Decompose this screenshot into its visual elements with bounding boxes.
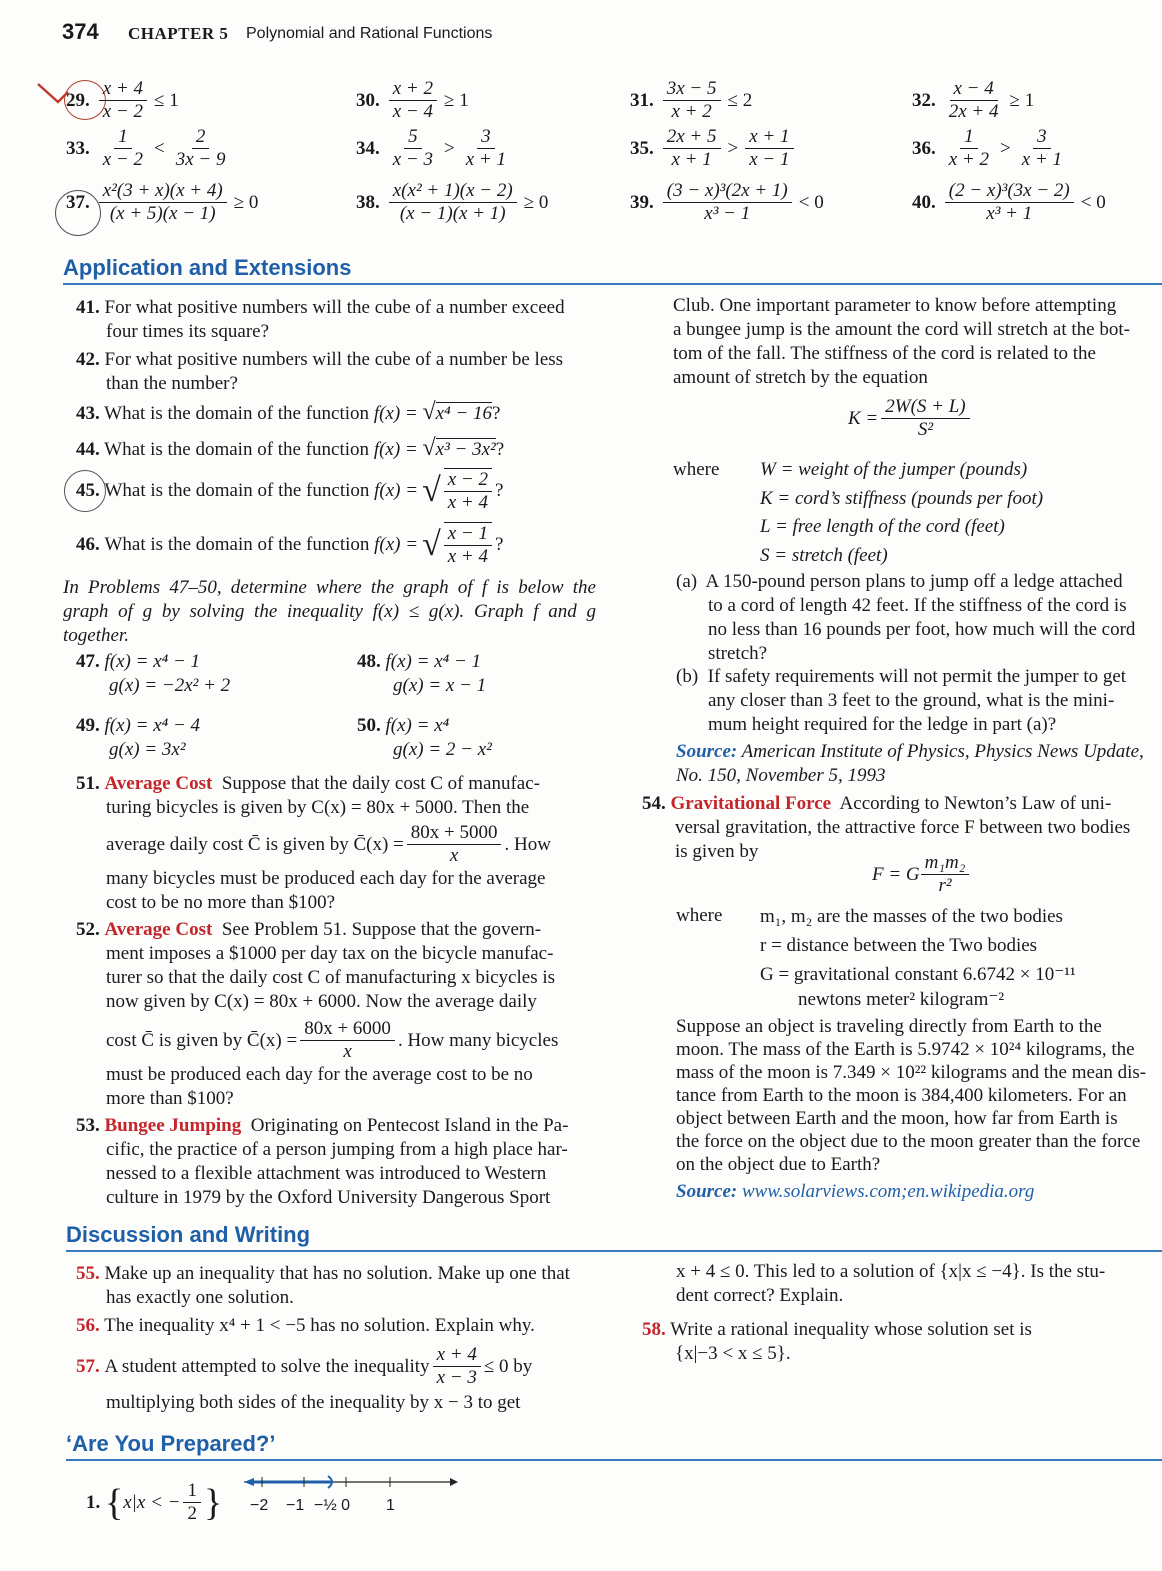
problem-35: 35. $\frac{2x + 5}{x + 1}$ > $\frac{x + 1}{x - 1}$ <box>630 126 797 171</box>
source-citation-1: Source: American Institute of Physics, Physics News Update, No. 150, November 5, 1993 <box>676 741 1144 786</box>
problem-49: 49. f(x) = x⁴ − 4 g(x) = 3x² <box>76 715 201 760</box>
variable-definitions-1: W = weight of the jumper (pounds) K = cord’s stiffness (pounds per foot) L = free length of the cord (feet) S = stretch (feet) <box>760 459 1044 566</box>
problem-32: 32. $\frac{x - 4}{2x + 4}$ ≥ 1 <box>912 78 1035 122</box>
chapter-title: Polynomial and Rational Functions <box>246 25 493 42</box>
page-number: 374 <box>62 19 99 44</box>
problem-43: 43. What is the domain of the function f(x) = √x⁴ − 16? <box>76 399 501 425</box>
chapter-label: CHAPTER 5 <box>128 24 229 43</box>
tick-label: 1 <box>386 1497 395 1514</box>
problem-44: 44. What is the domain of the function f(x) = √x³ − 3x²? <box>76 435 505 461</box>
prepared-answer-1: 1. { x|x < − $\frac{1}{2}$ } <box>86 1480 223 1524</box>
problem-55: 55. Make up an inequality that has no solution. Make up one that has exactly one solution. <box>76 1263 570 1308</box>
section-rule <box>66 1459 1162 1461</box>
problem-57-continued: x + 4 ≤ 0. This led to a solution of {x|x ≤ −4}. Is the stu- dent correct? Explain. <box>676 1261 1106 1306</box>
problem-40: 40. $\frac{\text{(2 − x)³(3x − 2)}}{\text{x³ + 1}}$ < 0 <box>912 180 1106 224</box>
equation-gravitation: F = G $\frac{\text{m₁m₂}}{\text{r²}}$ <box>872 852 972 897</box>
problem-37: 37. $\frac{\text{x²(3 + x)(x + 4)}}{(x + 5)(x - 1)}$ ≥ 0 <box>66 180 259 224</box>
problem-42: 42. For what positive numbers will the cube of a number be less than the number? <box>76 349 564 394</box>
problem-46: 46. What is the domain of the function f(x) = √ $\frac{x - 1}{x + 4}$ ? <box>76 523 504 567</box>
problem-53: 53. Bungee Jumping Originating on Pentecost Island in the Pa- cific, the practice of a person jumping from a high place har- nessed to a flexible attachment was introduced to Western culture in 1979 by the Oxford University Dangerous Sport <box>76 1115 569 1208</box>
part-a: (a) A 150-pound person plans to jump off a ledge attached to a cord of length 42 feet. If the stiffness of the cord is no less than 16 pounds per foot, how much will the cord stretch? <box>676 571 1136 664</box>
tick-label: −½ 0 <box>314 1497 351 1514</box>
where-label-1: where <box>673 459 720 480</box>
part-b: (b) If safety requirements will not permit the jumper to get any closer than 3 feet to the ground, what is the mini- mum height required for the ledge in part (a)? <box>676 666 1127 735</box>
problem-53-continued: Club. One important parameter to know before attempting a bungee jump is the amount the cord will stretch at the bot- tom of the fall. The stiffness of the cord is related to the amount of stretch by the equation <box>673 295 1130 388</box>
tick-label: −2 <box>250 1497 269 1514</box>
problem-33: 33. $\frac{1}{x - 2}$ < $\frac{2}{3x - 9}$ <box>66 126 226 170</box>
problem-29: 29. $\frac{x + 4}{x - 2}$ ≤ 1 <box>66 78 179 122</box>
problem-50: 50. f(x) = x⁴ g(x) = 2 − x² <box>357 715 492 760</box>
problem-56: 56. The inequality x⁴ + 1 < −5 has no solution. Explain why. <box>76 1315 535 1336</box>
tick-label: −1 <box>286 1497 305 1514</box>
section-heading-application: Application and Extensions <box>63 255 352 280</box>
problem-47: 47. f(x) = x⁴ − 1 g(x) = −2x² + 2 <box>76 651 231 696</box>
problem-31: 31. $\frac{3x - 5}{x + 2}$ ≤ 2 <box>630 78 753 122</box>
gravitation-question: Suppose an object is traveling directly from Earth to the moon. The mass of the Earth is 5.9742 × 10²⁴ kilograms, the mass of the moon is 7.349 × 10²² kilograms and the mean dis- tance from Earth to the moon is 384,400 kilometers. For an object between Earth and the moon, how far from Earth is the force on the object due to the moon greater than the force on the object due to Earth? <box>676 1016 1147 1175</box>
problem-34: 34. $\frac{5}{x - 3}$ > $\frac{3}{x + 1}$ <box>356 126 506 170</box>
problem-39: 39. $\frac{\text{(3 − x)³(2x + 1)}}{\text{x³ − 1}}$ < 0 <box>630 180 824 224</box>
source-citation-2: Source: www.solarviews.com;en.wikipedia.org <box>676 1181 1035 1202</box>
where-label-2: where <box>676 905 723 926</box>
section-rule <box>66 1250 1162 1252</box>
variable-definitions-2: m₁, m₂ are the masses of the two bodies r = distance between the Two bodies G = gravitational constant 6.6742 × 10⁻¹¹ newtons meter² kilogram⁻² <box>760 906 1076 1010</box>
problem-36: 36. $\frac{1}{x + 2}$ > $\frac{3}{x + 1}$ <box>912 126 1062 170</box>
problem-48: 48. f(x) = x⁴ − 1 g(x) = x − 1 <box>357 651 487 696</box>
problem-52: 52. Average Cost See Problem 51. Suppose that the govern- ment imposes a $1000 per day tax on the bicycle manufac- turer so that the daily cost C of manufacturing x bicycles is now given by C(x) = 80x + 6000. Now the average daily cost C̄ is given by C̄(x) = $\frac{80x + 6000}{x}$ . How many bicycles must be produced each day for the average cost to be no more than $100? <box>76 919 559 1109</box>
section-rule <box>63 283 1162 285</box>
section-heading-discussion: Discussion and Writing <box>66 1222 311 1247</box>
problem-41: 41. For what positive numbers will the cube of a number exceed four times its square? <box>76 297 565 342</box>
problem-57: 57. A student attempted to solve the inequality $\frac{x + 4}{x - 3}$ ≤ 0 by multiplying both sides of the inequality by x − 3 to get <box>76 1344 533 1413</box>
problem-51: 51. Average Cost Suppose that the daily cost C of manufac- turing bicycles is given by C(x) = 80x + 5000. Then the average daily cost C̄ is given by C̄(x) = $\frac{80x + 5000}{x}$ . How many bicycles must be produced each day for the average cost to be no more than $100? <box>76 773 551 913</box>
problem-58: 58. Write a rational inequality whose solution set is {x|−3 < x ≤ 5}. <box>642 1319 1032 1364</box>
problem-54: 54. Gravitational Force According to Newton’s Law of uni- versal gravitation, the attractive force F between two bodies is given by <box>642 793 1131 862</box>
section-heading-are-you-prepared: ‘Are You Prepared?’ <box>66 1431 276 1456</box>
instructions-47-50: In Problems 47–50, determine where the graph of f is below the graph of g by solving the inequality f(x) ≤ g(x). Graph f and g together. <box>63 577 596 646</box>
problem-30: 30. $\frac{x + 2}{x - 4}$ ≥ 1 <box>356 78 469 122</box>
problem-45: 45. What is the domain of the function f(x) = √ $\frac{x - 2}{x + 4}$ ? <box>76 469 504 513</box>
equation-stiffness: K = $\frac{2W(S + L)}{\text{S²}}$ <box>848 396 973 441</box>
problem-38: 38. $\frac{\text{x(x² + 1)(x − 2)}}{(x - 1)(x + 1)}$ ≥ 0 <box>356 180 549 224</box>
